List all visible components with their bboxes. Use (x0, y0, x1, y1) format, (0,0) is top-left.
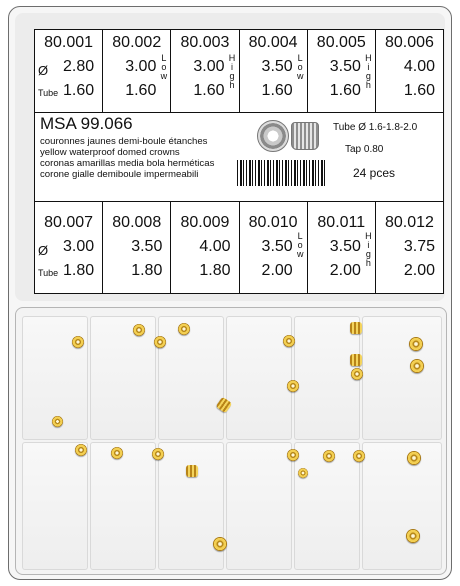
crown-side-view-icon (291, 122, 319, 150)
description-italian: corone gialle demiboule impermeabili (40, 169, 199, 180)
diameter-symbol: Ø (38, 63, 49, 78)
tube-size: 1.60 (329, 82, 361, 99)
crown-diameter: 3.00 (193, 58, 225, 75)
crown-diameter: 3.75 (403, 238, 436, 255)
product-info-band (35, 114, 443, 200)
tube-label: Tube (333, 122, 356, 133)
spec-cell-80-001 (35, 30, 103, 112)
compartment (226, 442, 292, 570)
spec-cell-80-005 (308, 30, 376, 112)
compartment (22, 442, 88, 570)
compartment (158, 442, 224, 570)
gold-crown (133, 324, 145, 336)
gold-crown-side (186, 465, 198, 477)
gold-crown (75, 444, 87, 456)
variant-label: H i g h (365, 53, 372, 90)
crown-diameter: 3.50 (329, 58, 361, 75)
gold-crown (283, 335, 295, 347)
part-code: 80.005 (316, 34, 366, 51)
part-code: 80.011 (317, 214, 366, 231)
spec-cell-80-006 (376, 30, 443, 112)
compartment (90, 442, 156, 570)
gold-crown (353, 450, 365, 462)
part-code: 80.002 (112, 34, 162, 51)
spec-cell-80-011 (308, 202, 376, 294)
tube-diameters: Ø 1.6-1.8-2.0 (358, 122, 418, 133)
spec-cell-80-008 (103, 202, 171, 294)
part-code: 80.004 (248, 34, 298, 51)
gold-crown (406, 529, 420, 543)
gold-crown (72, 336, 84, 348)
top-spec-row (35, 30, 443, 113)
spec-cell-80-010 (240, 202, 308, 294)
compartment (362, 442, 442, 570)
compartment (158, 316, 224, 440)
tube-size: 1.80 (63, 262, 95, 279)
tube-spec (333, 122, 417, 133)
crown-diameter: 3.00 (125, 58, 157, 75)
gold-crown (52, 416, 63, 427)
spec-cell-80-012 (376, 202, 443, 294)
compartment (90, 316, 156, 440)
crown-diameter: 3.50 (261, 238, 293, 255)
tube-size: 2.00 (403, 262, 436, 279)
description-english: yellow waterproof domed crowns (40, 147, 180, 158)
spec-cell-80-002 (103, 30, 171, 112)
compartment (294, 316, 360, 440)
spec-cell-80-009 (171, 202, 239, 294)
spec-cell-80-003 (171, 30, 239, 112)
variant-label: L o w (160, 53, 168, 81)
variant-label: L o w (296, 231, 304, 259)
compartment-tray (15, 307, 447, 575)
spec-cell-80-004 (240, 30, 308, 112)
spec-cell-80-007 (35, 202, 103, 294)
part-code: 80.007 (44, 214, 94, 231)
tube-size: 2.00 (329, 262, 361, 279)
tap-spec: Tap 0.80 (345, 144, 384, 155)
gold-crown (154, 336, 166, 348)
gold-crown (298, 468, 308, 478)
description-french: couronnes jaunes demi-boule étanches (40, 136, 208, 147)
barcode-icon (237, 160, 327, 186)
crown-diameter: 3.00 (63, 238, 95, 255)
tube-size: 1.60 (63, 82, 95, 99)
diameter-symbol: Ø (38, 243, 49, 258)
part-code: 80.009 (180, 214, 230, 231)
part-code: 80.001 (44, 34, 94, 51)
crown-diameter: 4.00 (199, 238, 231, 255)
tube-size: 1.60 (125, 82, 157, 99)
part-code: 80.012 (384, 214, 434, 231)
gold-crown (287, 380, 299, 392)
part-code: 80.006 (384, 34, 434, 51)
gold-crown-side (350, 354, 362, 366)
tube-size: 2.00 (261, 262, 293, 279)
gold-crown (323, 450, 335, 462)
variant-label: H i g h (365, 231, 372, 268)
assortment-title: MSA 99.066 (40, 114, 133, 133)
tube-prefix: Tube (38, 88, 59, 98)
gold-crown (111, 447, 123, 459)
gold-crown (287, 449, 299, 461)
gold-crown (407, 451, 421, 465)
part-code: 80.003 (180, 34, 230, 51)
gold-crown (152, 448, 164, 460)
part-code: 80.008 (112, 214, 162, 231)
crown-diameter: 2.80 (63, 58, 95, 75)
bottom-spec-row (35, 201, 443, 294)
tube-size: 1.80 (131, 262, 163, 279)
description-spanish: coronas amarillas media bola herméticas (40, 158, 215, 169)
part-code: 80.010 (248, 214, 298, 231)
tube-size: 1.60 (261, 82, 293, 99)
variant-label: H i g h (228, 53, 236, 90)
gold-crown (410, 359, 424, 373)
crown-top-view-icon (257, 120, 289, 152)
variant-label: L o w (296, 53, 304, 81)
description-list (40, 136, 214, 180)
tube-prefix: Tube (38, 268, 59, 278)
tube-size: 1.80 (199, 262, 231, 279)
piece-count: 24 pces (353, 166, 396, 180)
crown-diameter: 4.00 (403, 58, 436, 75)
crown-diameter: 3.50 (261, 58, 293, 75)
tube-size: 1.60 (193, 82, 225, 99)
gold-crown (409, 337, 423, 351)
gold-crown-side (350, 322, 362, 334)
gold-crown (351, 368, 363, 380)
compartment (362, 316, 442, 440)
gold-crown (213, 537, 227, 551)
assortment-label-card (34, 29, 444, 294)
watch-crown-assortment-case (8, 6, 452, 580)
crown-diameter: 3.50 (131, 238, 163, 255)
tube-size: 1.60 (403, 82, 436, 99)
crown-diameter: 3.50 (329, 238, 361, 255)
gold-crown (178, 323, 190, 335)
compartment (226, 316, 292, 440)
